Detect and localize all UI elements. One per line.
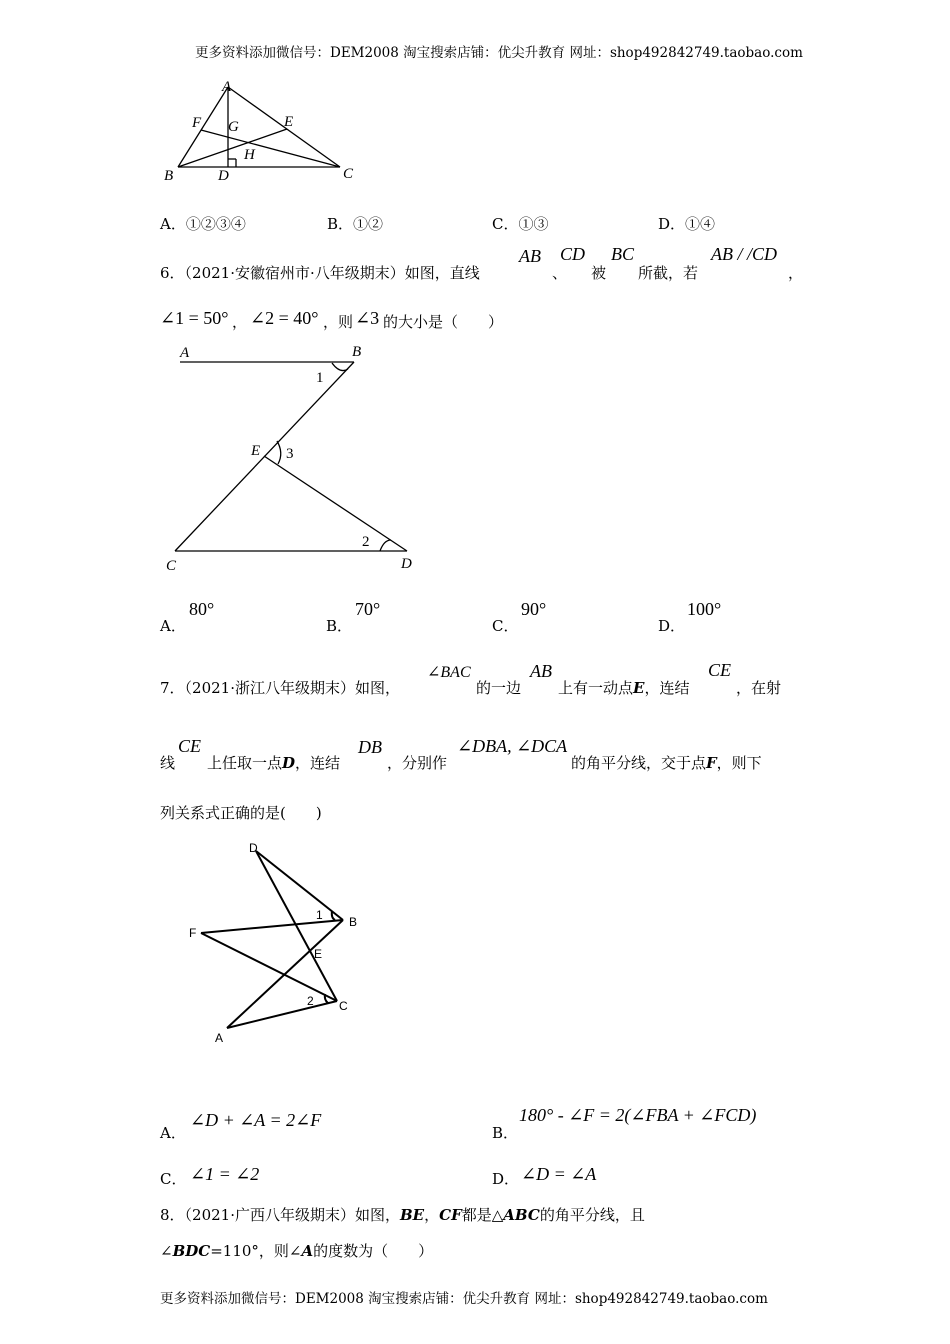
page-footer: 更多资料添加微信号：DEM2008 淘宝搜索店铺：优尖升教育 网址：shop492842749.taobao.com — [160, 1291, 768, 1307]
q6-math-angle1: ∠1 = 50° — [160, 308, 229, 328]
q5-option-b: B．①② — [327, 215, 384, 233]
q7-text-6: 的角平分线，交于点F，则下 — [571, 754, 762, 772]
q7-text-4: 上任取一点D，连结 — [207, 754, 341, 772]
fig5-label-e: E — [284, 114, 294, 130]
q7-stem-line1: 7．（2021·浙江八年级期末）如图， — [160, 679, 400, 697]
q7-math-bac: ∠BAC — [427, 664, 471, 681]
q6-math-bc: BC — [611, 244, 635, 264]
fig7-label-e: E — [314, 947, 323, 961]
fig5-label-b: B — [164, 168, 174, 184]
fig5-label-d: D — [218, 168, 229, 184]
q5-option-c: C．①③ — [492, 215, 549, 233]
q7-math-ce2: CE — [178, 736, 202, 756]
q7-text-1: 的一边 — [476, 679, 522, 697]
q6-parallel-lines-figure — [160, 340, 430, 580]
q7-math-angles: ∠DBA, ∠DCA — [457, 736, 568, 756]
fig7-label-a: A — [215, 1031, 224, 1045]
q5-triangle-figure — [160, 75, 380, 190]
q6-math-parallel: AB / /CD — [711, 244, 777, 264]
q7-text-5: ，分别作 — [387, 754, 448, 772]
q7-option-b-label: B． — [492, 1124, 519, 1142]
q6-text-bei: 被 — [591, 264, 607, 282]
q6-stem-line1: 6．（2021·安徽宿州市·八年级期末）如图，直线 — [160, 264, 480, 282]
q6-mid-comma: ， — [232, 313, 248, 331]
q6-separator: 、 — [552, 264, 568, 282]
fig5-label-g: G — [228, 119, 239, 135]
fig7-label-d: D — [249, 841, 258, 855]
q6-math-cd: CD — [560, 244, 586, 264]
fig7-label-1: 1 — [316, 908, 323, 922]
fig5-label-f: F — [192, 115, 202, 131]
fig6-label-1: 1 — [316, 370, 324, 386]
q6-option-a-value: 80° — [189, 599, 215, 619]
q5-option-a: A．①②③④ — [160, 215, 246, 233]
q5-option-d: D．①④ — [658, 215, 716, 233]
q8-stem-line2: ∠BDC=110°，则∠A的度数为（ ） — [160, 1242, 434, 1260]
q6-option-d-label: D． — [658, 617, 686, 635]
q7-text-line3: 列关系式正确的是( ) — [160, 804, 322, 822]
q7-option-c-label: C． — [160, 1170, 187, 1188]
fig6-label-a: A — [180, 345, 190, 361]
fig5-label-a: A — [222, 79, 232, 95]
fig7-label-f: F — [189, 926, 197, 940]
q7-text-3: ，在射 — [736, 679, 782, 697]
q6-ask-suffix: 的大小是（ ） — [383, 313, 504, 331]
fig6-label-3: 3 — [286, 446, 294, 462]
q7-math-db: DB — [358, 737, 382, 757]
q7-text-line2-a: 线 — [160, 754, 176, 772]
q6-comma: ， — [788, 264, 804, 282]
page-header: 更多资料添加微信号：DEM2008 淘宝搜索店铺：优尖升教育 网址：shop492842749.taobao.com — [195, 45, 803, 61]
q8-stem-line1: 8．（2021·广西八年级期末）如图，BE，CF都是△ABC的角平分线，且 — [160, 1206, 645, 1224]
q6-option-d-value: 100° — [687, 599, 722, 619]
q7-option-a-expr: ∠D + ∠A = 2∠F — [190, 1110, 322, 1130]
q7-option-a-label: A． — [160, 1124, 186, 1142]
q7-option-d-label: D． — [492, 1170, 520, 1188]
q6-option-c-value: 90° — [521, 599, 547, 619]
q6-math-angle3: ∠3 — [355, 308, 380, 328]
fig6-label-c: C — [166, 558, 177, 574]
fig6-label-b: B — [352, 344, 362, 360]
q6-option-b-value: 70° — [355, 599, 381, 619]
q6-ask-prefix: ，则 — [323, 313, 354, 331]
fig5-label-c: C — [343, 166, 354, 182]
q6-option-b-label: B． — [326, 617, 353, 635]
q7-option-b-expr: 180° - ∠F = 2(∠FBA + ∠FCD) — [519, 1105, 757, 1125]
q7-math-ab: AB — [530, 661, 552, 681]
q6-text-cut: 所截，若 — [638, 264, 699, 282]
fig5-label-h: H — [244, 147, 255, 163]
q7-option-c-expr: ∠1 = ∠2 — [190, 1164, 260, 1184]
q6-option-a-label: A． — [160, 617, 186, 635]
fig6-label-e: E — [251, 443, 261, 459]
fig7-label-c: C — [339, 999, 348, 1013]
q6-math-angle2: ∠2 = 40° — [250, 308, 319, 328]
q6-math-ab: AB — [519, 246, 541, 266]
fig7-label-2: 2 — [307, 994, 314, 1008]
q6-option-c-label: C． — [492, 617, 519, 635]
fig6-label-2: 2 — [362, 534, 370, 550]
q7-text-2: 上有一动点E，连结 — [558, 679, 690, 697]
fig6-label-d: D — [401, 556, 412, 572]
q7-figure — [185, 838, 370, 1048]
q7-option-d-expr: ∠D = ∠A — [521, 1164, 597, 1184]
fig7-label-b: B — [349, 915, 358, 929]
q7-math-ce: CE — [708, 660, 732, 680]
